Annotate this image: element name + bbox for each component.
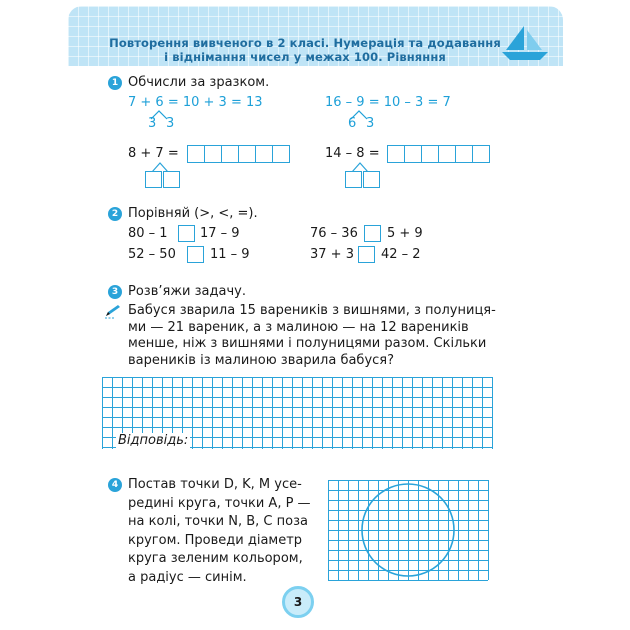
compare-right-a: 76 – 36 (310, 226, 358, 241)
page-number: 3 (282, 586, 314, 618)
answer-box[interactable] (204, 145, 222, 163)
task-1-example-2: 16 – 9 = 10 – 3 = 7 (325, 95, 451, 110)
compare-left-a: 52 – 50 (128, 247, 176, 262)
exercise-2: 14 – 8 = (325, 146, 380, 161)
compare-box[interactable] (364, 225, 381, 242)
answer-box[interactable] (438, 145, 456, 163)
task-3-instruction: Розв’яжи задачу. (128, 284, 246, 299)
problem-line: вареників із малиною зварила бабуся? (128, 352, 395, 368)
split-box[interactable] (345, 171, 362, 188)
example-1-split-b: 3 (166, 116, 175, 131)
answer-label: Відповідь: (118, 433, 189, 448)
split-box[interactable] (163, 171, 180, 188)
compare-left-b: 11 – 9 (210, 247, 250, 262)
example-2-split-a: 6 (348, 116, 357, 131)
problem-text (128, 303, 498, 369)
problem-line: менше, ніж з вишнями і полуницями разом. Скільки (128, 336, 487, 351)
example-2-split-b: 3 (366, 116, 375, 131)
answer-box[interactable] (272, 145, 290, 163)
answer-box[interactable] (387, 145, 405, 163)
task-4-line: Постав точки D, K, M усе- (128, 477, 302, 492)
answer-box[interactable] (455, 145, 473, 163)
answer-box[interactable] (255, 145, 273, 163)
exercise-1: 8 + 7 = (128, 146, 179, 161)
compare-box[interactable] (178, 225, 195, 242)
task-4-number: 4 (108, 478, 122, 492)
sailboat-icon (500, 24, 550, 64)
pencil-icon (104, 303, 122, 319)
compare-box[interactable] (187, 246, 204, 263)
answer-box[interactable] (421, 145, 439, 163)
title-line-2: і віднімання чисел у межах 100. Рівняння (164, 50, 446, 64)
task-4-line: а радіус — синім. (128, 569, 247, 585)
example-1-split-a: 3 (148, 116, 157, 131)
task-2-number: 2 (108, 207, 122, 221)
title-line-1: Повторення вивченого в 2 класі. Нумерація та додавання (109, 36, 501, 50)
task-4-text (128, 476, 328, 587)
page-title (95, 36, 515, 64)
compare-right-b: 5 + 9 (387, 226, 423, 241)
task-4-line: редині круга, точки A, P — (128, 495, 311, 511)
task-1-example-1: 7 + 6 = 10 + 3 = 13 (128, 95, 263, 110)
task-4-line: кругом. Проведи діаметр (128, 532, 303, 548)
task-3-number: 3 (108, 285, 122, 299)
answer-box[interactable] (472, 145, 490, 163)
answer-box[interactable] (238, 145, 256, 163)
split-box[interactable] (145, 171, 162, 188)
task-1-instruction: Обчисли за зразком. (128, 75, 270, 90)
compare-right-b: 42 – 2 (381, 247, 421, 262)
compare-left-b: 17 – 9 (200, 226, 240, 241)
answer-box[interactable] (404, 145, 422, 163)
compare-right-a: 37 + 3 (310, 247, 354, 262)
compare-box[interactable] (358, 246, 375, 263)
compare-left-a: 80 – 1 (128, 226, 168, 241)
task-1-number: 1 (108, 76, 122, 90)
split-box[interactable] (363, 171, 380, 188)
task-4-line: круга зеленим кольором, (128, 551, 303, 566)
problem-line: Бабуся зварила 15 вареників з вишнями, з полуниця- (128, 303, 496, 318)
task-4-line: на колі, точки N, B, C поза (128, 514, 308, 529)
circle-grid[interactable] (328, 480, 490, 582)
problem-line: ми — 21 вареник, а з малиною — на 12 вареників (128, 319, 469, 335)
answer-box[interactable] (221, 145, 239, 163)
answer-box[interactable] (187, 145, 205, 163)
task-2-instruction: Порівняй (>, <, =). (128, 206, 258, 221)
